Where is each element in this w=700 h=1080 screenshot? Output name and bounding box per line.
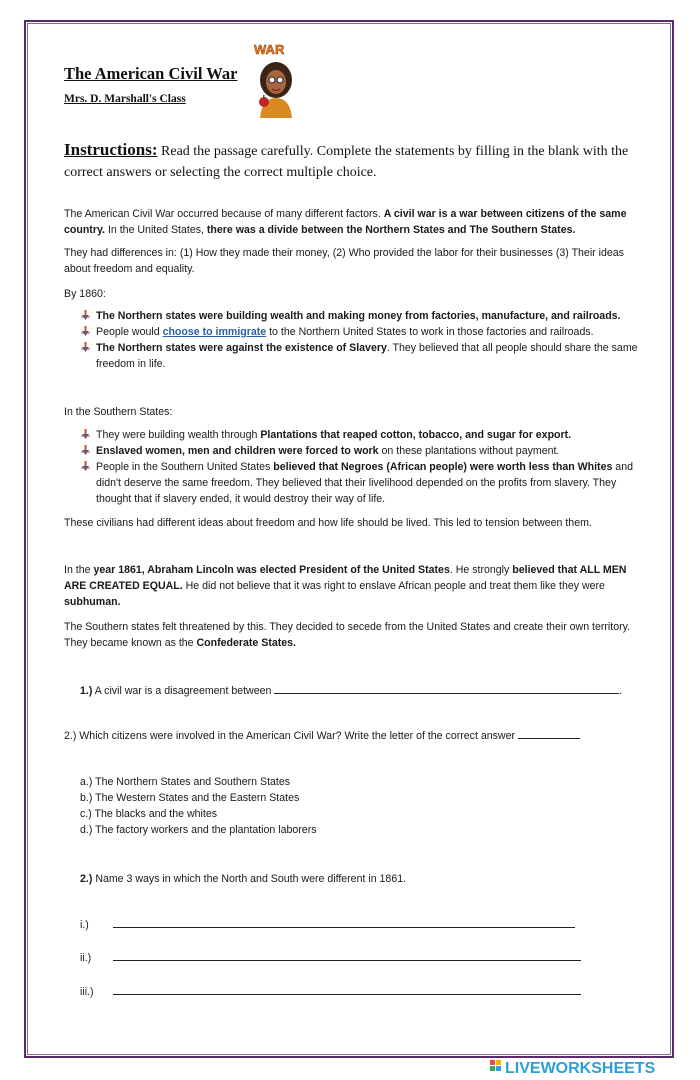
- paragraph-intro: The American Civil War occurred because of many different factors. A civil war is a war between citizens of the same country. In the United States, there was a divide between the Northern States and The Southern States.: [64, 208, 627, 236]
- instructions: [64, 139, 644, 183]
- option-a: a.) The Northern States and Southern States: [80, 776, 291, 788]
- instructions-text: Read the passage carefully. Complete the statements by filling in the blank with the correct answers or selecting the correct multiple choice.: [64, 144, 629, 180]
- war-badge-text: WAR: [254, 42, 285, 57]
- option-c: c.) The blacks and the whites: [80, 808, 218, 820]
- option-d: d.) The factory workers and the plantation laborers: [80, 824, 317, 836]
- paragraph-secede: The Southern states felt threatened by this. They decided to secede from the United States and create their own territory. They became known as the Confederate States.: [64, 621, 631, 649]
- paragraph-tension: These civilians had different ideas about freedom and how life should be lived. This led to tension between them.: [64, 517, 592, 529]
- q3-answer-row: iii.): [80, 983, 590, 1000]
- q2-options: [80, 774, 317, 838]
- question-3: 2.) Name 3 ways in which the North and South were different in 1861.: [80, 873, 407, 885]
- class-subtitle: Mrs. D. Marshall's Class: [64, 93, 186, 105]
- immigrate-link[interactable]: choose to immigrate: [162, 326, 267, 338]
- south-bullet-list: [80, 427, 640, 507]
- bullet-arrow-icon: [80, 461, 91, 472]
- paragraph-differences: They had differences in: (1) How they made their money, (2) Who provided the labor for their businesses (3) Their ideas about freedom and equality.: [64, 247, 624, 275]
- list-item: The Northern states were against the existence of Slavery. They believed that all people should share the same freedom in life.: [80, 340, 640, 372]
- q3-answer-blank-1[interactable]: [113, 916, 575, 928]
- bullet-arrow-icon: [80, 445, 91, 456]
- instructions-label: Instructions:: [64, 140, 158, 159]
- list-item: The Northern states were building wealth and making money from factories, manufacture, and railroads.: [80, 308, 640, 324]
- liveworksheets-logo: [488, 1056, 698, 1078]
- worksheet-title: The American Civil War: [64, 64, 238, 83]
- q3-answer-blank-2[interactable]: [113, 949, 581, 961]
- q1-answer-blank[interactable]: [274, 682, 619, 694]
- list-item: People in the Southern United States believed that Negroes (African people) were worth less than Whites and didn't deserve the same freedom. They believed that their livelihood depended on the profits from slavery. They thought that if slavery ended, it would destroy their way of life.: [80, 459, 640, 507]
- teacher-avatar-image: [238, 40, 310, 120]
- list-item: They were building wealth through Plantations that reaped cotton, tobacco, and sugar for export.: [80, 427, 640, 443]
- southern-heading: In the Southern States:: [64, 406, 173, 418]
- paragraph-lincoln: In the year 1861, Abraham Lincoln was elected President of the United States. He strongly believed that ALL MEN ARE CREATED EQUAL. He did not believe that it was right to enslave African people and treat them like they were subhuman.: [64, 564, 627, 608]
- list-item: Enslaved women, men and children were forced to work on these plantations without payment.: [80, 443, 640, 459]
- option-b: b.) The Western States and the Eastern States: [80, 792, 300, 804]
- q3-answer-row: i.): [80, 916, 580, 933]
- by-1860-label: By 1860:: [64, 288, 106, 300]
- north-bullet-list: [80, 308, 640, 372]
- question-2: 2.) Which citizens were involved in the American Civil War? Write the letter of the correct answer: [64, 727, 654, 744]
- list-item: People would choose to immigrate to the Northern United States to work in those factories and railroads.: [80, 324, 640, 340]
- bullet-arrow-icon: [80, 342, 91, 353]
- bullet-arrow-icon: [80, 310, 91, 321]
- q2-answer-blank[interactable]: [518, 727, 580, 739]
- bullet-arrow-icon: [80, 326, 91, 337]
- q3-answer-row: ii.): [80, 949, 590, 966]
- bullet-arrow-icon: [80, 429, 91, 440]
- logo-text: LIVEWORKSHEETS: [505, 1060, 656, 1077]
- q3-answer-blank-3[interactable]: [113, 983, 581, 995]
- question-1: 1.) A civil war is a disagreement between .: [80, 682, 650, 699]
